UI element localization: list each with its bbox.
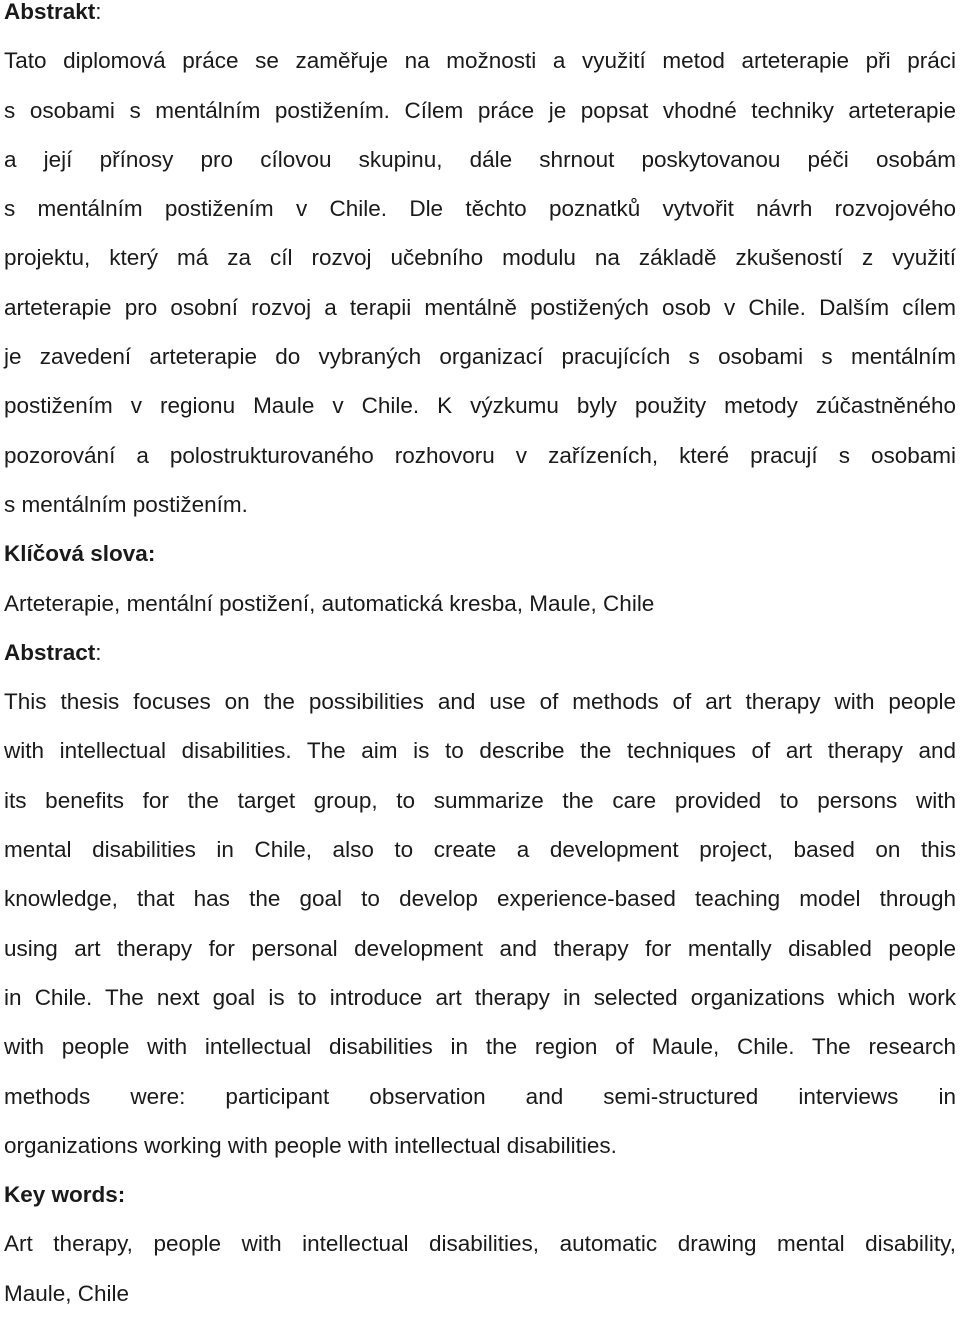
english-abstract-line: with intellectual disabilities. The aim is to describe the techniques of art therapy and [4, 738, 956, 764]
english-abstract-heading-label: Abstract [4, 639, 96, 665]
czech-abstract-line: s mentálním postižením. [4, 491, 248, 517]
czech-abstract-line: arteterapie pro osobní rozvoj a terapii mentálně postižených osob v Chile. Dalším cílem [4, 294, 956, 320]
english-abstract-line: mental disabilities in Chile, also to create a development project, based on this [4, 837, 956, 863]
czech-abstract-line: s osobami s mentálním postižením. Cílem práce je popsat vhodné techniky arteterapie [4, 97, 956, 123]
english-abstract-line: This thesis focuses on the possibilities and use of methods of art therapy with people [4, 689, 956, 715]
english-keywords-line: Art therapy, people with intellectual disabilities, automatic drawing mental disability, [4, 1231, 956, 1257]
czech-abstract-heading-label: Abstrakt [4, 0, 96, 24]
english-keywords [4, 1219, 956, 1318]
english-abstract-line: methods were: participant observation and semi-structured interviews in [4, 1083, 956, 1109]
english-keywords-heading: Key words: [4, 1182, 126, 1208]
document-page [4, 0, 956, 1318]
english-abstract-heading-colon: : [95, 639, 102, 665]
czech-abstract-heading [4, 0, 956, 36]
english-abstract-line: its benefits for the target group, to summarize the care provided to persons with [4, 787, 956, 813]
english-abstract-line: organizations working with people with intellectual disabilities. [4, 1132, 617, 1158]
english-abstract-line: with people with intellectual disabilities in the region of Maule, Chile. The research [4, 1034, 956, 1060]
english-abstract-heading [4, 628, 956, 677]
czech-abstract-line: Tato diplomová práce se zaměřuje na možnosti a využití metod arteterapie při práci [4, 48, 956, 74]
english-abstract-line: using art therapy for personal development and therapy for mentally disabled people [4, 935, 956, 961]
czech-abstract-line: pozorování a polostrukturovaného rozhovoru v zařízeních, které pracují s osobami [4, 442, 956, 468]
czech-keywords-heading: Klíčová slova: [4, 541, 156, 567]
english-abstract-paragraph [4, 677, 956, 1170]
english-keywords-line: Maule, Chile [4, 1280, 130, 1306]
czech-abstract-line: a její přínosy pro cílovou skupinu, dále shrnout poskytovanou péči osobám [4, 146, 956, 172]
czech-keywords: Arteterapie, mentální postižení, automatická kresba, Maule, Chile [4, 590, 655, 616]
czech-abstract-line: postižením v regionu Maule v Chile. K výzkumu byly použity metody zúčastněného [4, 393, 956, 419]
czech-abstract-line: projektu, který má za cíl rozvoj učebního modulu na základě zkušeností z využití [4, 245, 956, 271]
czech-abstract-line: s mentálním postižením v Chile. Dle těchto poznatků vytvořit návrh rozvojového [4, 196, 956, 222]
czech-abstract-line: je zavedení arteterapie do vybraných organizací pracujících s osobami s mentálním [4, 344, 956, 370]
english-abstract-line: in Chile. The next goal is to introduce art therapy in selected organizations which work [4, 984, 956, 1010]
czech-abstract-heading-colon: : [95, 0, 102, 24]
english-abstract-line: knowledge, that has the goal to develop experience-based teaching model through [4, 886, 956, 912]
czech-abstract-paragraph [4, 36, 956, 529]
